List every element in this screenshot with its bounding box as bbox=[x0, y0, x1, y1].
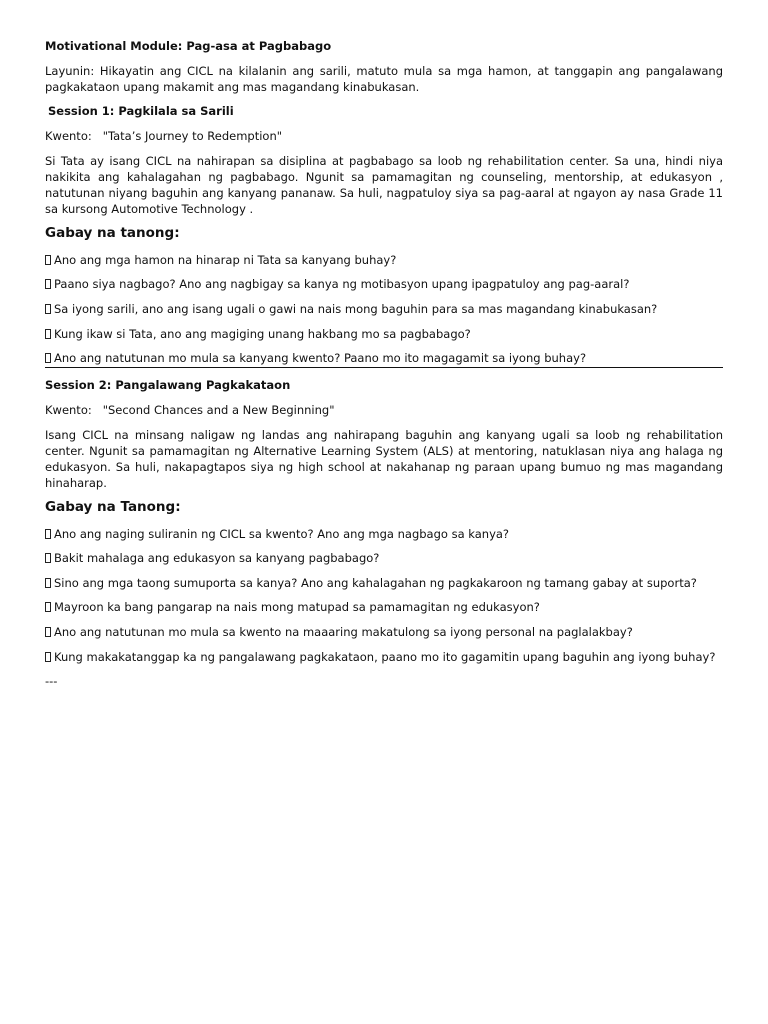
objective-paragraph: Layunin: Hikayatin ang CICL na kilalanin ang sarili, matuto mula sa mga hamon, at tanggapin ang pangalawang pagkakataon upang makamit ang mas magandang kinabukasan. bbox=[45, 64, 723, 95]
missing-glyph-icon bbox=[45, 329, 51, 339]
section-divider bbox=[45, 367, 723, 368]
question-text: Paano siya nagbago? Ano ang nagbigay sa kanya ng motibasyon upang ipagpatuloy ang pag-aaral? bbox=[54, 277, 630, 292]
missing-glyph-icon bbox=[45, 529, 51, 539]
question-text: Bakit mahalaga ang edukasyon sa kanyang pagbabago? bbox=[54, 551, 380, 566]
list-item bbox=[45, 301, 723, 317]
question-text: Kung ikaw si Tata, ano ang magiging unang hakbang mo sa pagbabago? bbox=[54, 326, 471, 341]
session-2-gabay-heading: Gabay na Tanong: bbox=[45, 498, 181, 515]
question-text: Ano ang naging suliranin ng CICL sa kwento? Ano ang mga nagbago sa kanya? bbox=[54, 526, 510, 541]
missing-glyph-icon bbox=[45, 627, 51, 637]
missing-glyph-icon bbox=[45, 578, 51, 588]
missing-glyph-icon bbox=[45, 353, 51, 363]
question-text: Ano ang mga hamon na hinarap ni Tata sa kanyang buhay? bbox=[54, 252, 397, 267]
question-text: Sino ang mga taong sumuporta sa kanya? Ano ang kahalagahan ng pagkakaroon ng tamang gabay at suporta? bbox=[54, 575, 697, 590]
question-text: Ano ang natutunan mo mula sa kwento na maaaring makatulong sa iyong personal na paglalakbay? bbox=[54, 624, 633, 639]
missing-glyph-icon bbox=[45, 279, 51, 289]
missing-glyph-icon bbox=[45, 652, 51, 662]
missing-glyph-icon bbox=[45, 255, 51, 265]
missing-glyph-icon bbox=[45, 602, 51, 612]
session-2-story: Isang CICL na minsang naligaw ng landas ang nahirapang baguhin ang kanyang ugali sa loob ng rehabilitation center. Ngunit sa pamamagitan ng Alternative Learning System (ALS) at mentoring, natuklasan niya ang halaga ng edukasyon. Sa huli, nakapagtapos siya ng high school at nakahanap ng paraan upang bumuo ng mas magandang hinaharap. bbox=[45, 427, 723, 490]
session-2-kwento: Kwento: "Second Chances and a New Beginning" bbox=[45, 402, 335, 417]
session-1-story: Si Tata ay isang CICL na nahirapan sa disiplina at pagbabago sa loob ng rehabilitation center. Sa una, hindi niya nakikita ang kahalagahan ng pagbabago. Ngunit sa pamamagitan ng counseling, mentorship, at edukasyon , natutunan niyang baguhin ang kanyang pananaw. Sa huli, nagpatuloy siya sa pag-aaral at ngayon ay nasa Grade 11 sa kursong Automotive Technology . bbox=[45, 154, 723, 217]
list-item bbox=[45, 649, 723, 665]
list-item bbox=[45, 575, 723, 591]
question-text: Mayroon ka bang pangarap na nais mong matupad sa pamamagitan ng edukasyon? bbox=[54, 600, 540, 615]
end-marker: --- bbox=[45, 674, 58, 689]
missing-glyph-icon bbox=[45, 304, 51, 314]
list-item bbox=[45, 526, 723, 542]
list-item bbox=[45, 599, 723, 615]
missing-glyph-icon bbox=[45, 553, 51, 563]
session-1-kwento: Kwento: "Tata’s Journey to Redemption" bbox=[45, 129, 283, 144]
question-text: Sa iyong sarili, ano ang isang ugali o gawi na nais mong baguhin para sa mas magandang kinabukasan? bbox=[54, 302, 658, 317]
question-text: Ano ang natutunan mo mula sa kanyang kwento? Paano mo ito magagamit sa iyong buhay? bbox=[54, 351, 587, 366]
list-item bbox=[45, 624, 723, 640]
session-1-questions bbox=[45, 252, 723, 366]
session-2-title: Session 2: Pangalawang Pagkakataon bbox=[45, 377, 291, 392]
list-item bbox=[45, 326, 723, 342]
session-1-gabay-heading: Gabay na tanong: bbox=[45, 225, 180, 242]
list-item bbox=[45, 252, 723, 268]
session-2-questions bbox=[45, 526, 723, 665]
session-1-title: Session 1: Pagkilala sa Sarili bbox=[48, 104, 234, 119]
list-item bbox=[45, 550, 723, 566]
document-title: Motivational Module: Pag-asa at Pagbabago bbox=[45, 39, 332, 53]
question-text: Kung makakatanggap ka ng pangalawang pagkakataon, paano mo ito gagamitin upang baguhin ang iyong buhay? bbox=[54, 649, 716, 664]
list-item bbox=[45, 350, 723, 366]
list-item bbox=[45, 276, 723, 292]
